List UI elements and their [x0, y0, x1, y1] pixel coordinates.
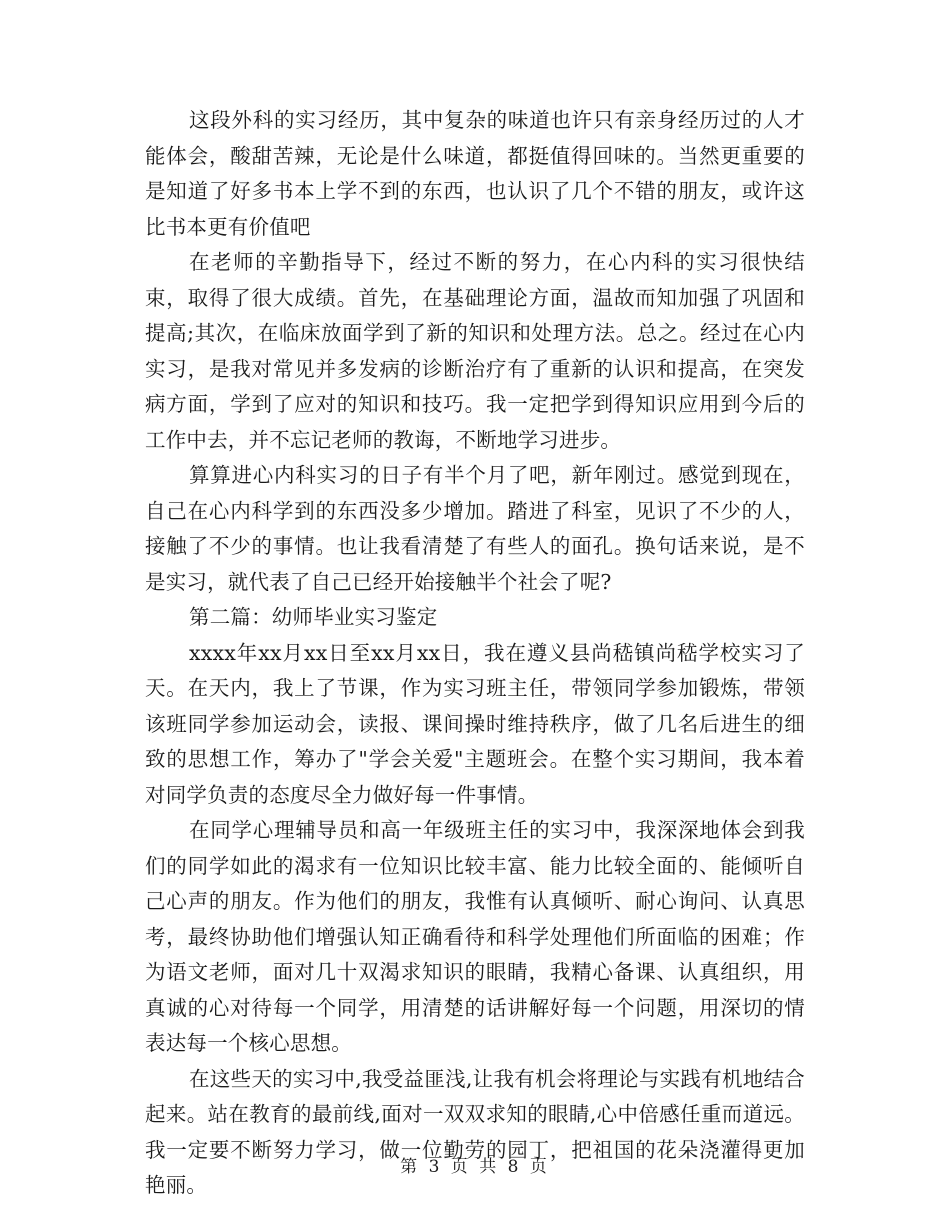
paragraph-cardiology-summary: 在老师的辛勤指导下，经过不断的努力，在心内科的实习很快结束，取得了很大成绩。首先，在基础理论方面，温故而知加强了巩固和提高;其次，在临床放面学到了新的知识和处理方法。总之。经过在心内实习，是我对常见并多发病的诊断治疗有了重新的认识和提高，在突发病方面，学到了应对的知识和技巧。我一定把学到得知识应用到今后的工作中去，并不忘记老师的教诲，不断地学习进步。	[145, 250, 805, 452]
paragraph-cardiology-reflection: 算算进心内科实习的日子有半个月了吧，新年刚过。感觉到现在，自己在心内科学到的东西没多少增加。踏进了科室，见识了不少的人，接触了不少的事情。也让我看清楚了有些人的面孔。换句话来说，是不是实习，就代表了自己已经开始接触半个社会了呢?	[145, 463, 805, 594]
paragraph-surgery-internship: 这段外科的实习经历，其中复杂的味道也许只有亲身经历过的人才能体会，酸甜苦辣，无论是什么味道，都挺值得回味的。当然更重要的是知道了好多书本上学不到的东西，也认识了几个不错的朋友，或许这比书本更有价值吧	[145, 108, 805, 239]
document-body	[145, 103, 805, 1204]
paragraph-conclusion: 在这些天的实习中,我受益匪浅,让我有机会将理论与实践有机地结合起来。站在教育的最前线,面对一双双求知的眼睛,心中倍感任重而道远。我一定要不断努力学习，做一位勤劳的园丁，把祖国的花朵浇灌得更加艳丽。	[145, 1066, 805, 1197]
section-heading: 第二篇：幼师毕业实习鉴定	[189, 605, 438, 629]
paragraph-counselor-experience: 在同学心理辅导员和高一年级班主任的实习中，我深深地体会到我们的同学如此的渴求有一位知识比较丰富、能力比较全面的、能倾听自己心声的朋友。作为他们的朋友，我惟有认真倾听、耐心询问、认真思考，最终协助他们增强认知正确看待和科学处理他们所面临的困难；作为语文老师，面对几十双渴求知识的眼睛，我精心备课、认真组织，用真诚的心对待每一个同学，用清楚的话讲解好每一个问题，用深切的情表达每一个核心思想。	[145, 818, 805, 1055]
page-number-footer: 第 3 页 共 8 页	[400, 1157, 550, 1177]
paragraph-school-internship: xxxx年xx月xx日至xx月xx日，我在遵义县尚嵇镇尚嵇学校实习了天。在天内，我上了节课，作为实习班主任，带领同学参加锻炼，带领该班同学参加运动会，读报、课间操时维持秩序，做了几名后进生的细致的思想工作，筹办了"学会关爱"主题班会。在整个实习期间，我本着对同学负责的态度尽全力做好每一件事情。	[145, 640, 805, 807]
